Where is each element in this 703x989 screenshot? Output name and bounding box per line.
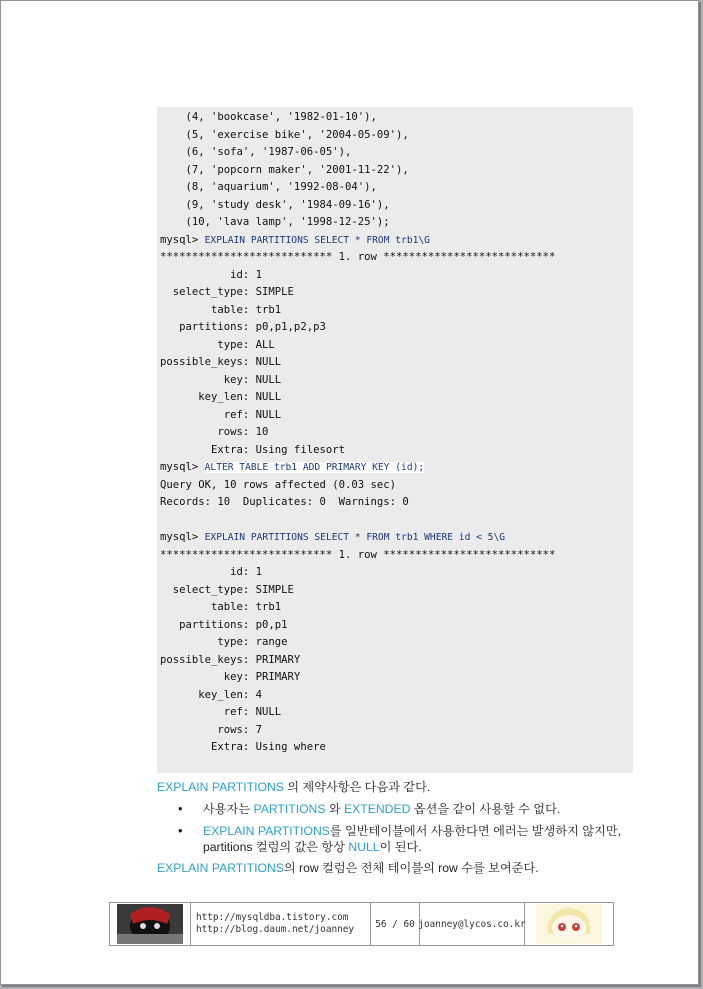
code-command-line [157, 459, 633, 477]
code-output-line: select_type: SIMPLE [160, 583, 294, 596]
blog-links [191, 903, 371, 945]
list-item [157, 823, 657, 855]
sql-command: EXPLAIN PARTITIONS SELECT * FROM trb1 WHERE id < 5\G [204, 532, 506, 543]
code-output-line: rows: 7 [160, 723, 263, 736]
paragraph-constraints [157, 779, 430, 795]
code-output-line: partitions: p0,p1,p2,p3 [160, 321, 326, 333]
mysql-prompt: mysql> [160, 531, 205, 543]
code-output-line: (4, 'bookcase', '1982-01-10'), [160, 111, 377, 123]
code-output-line: key_len: 4 [160, 688, 263, 701]
code-output-line: Query OK, 10 rows affected (0.03 sec) [160, 478, 396, 491]
text: partitions 컬럼의 값은 항상 [203, 840, 349, 854]
author-email[interactable]: joanney@lycos.co.kr [420, 903, 525, 945]
paragraph-row-column [157, 860, 539, 876]
code-output-line: (8, 'aquarium', '1992-08-04'), [160, 181, 377, 193]
page-footer [109, 902, 614, 946]
dark-character-icon [117, 904, 183, 944]
code-output-line: *************************** 1. row *************************** [160, 548, 556, 561]
text: 를 일반테이블에서 사용한다면 에러는 발생하지 않지만, [329, 824, 621, 838]
code-output-line: Extra: Using where [160, 741, 326, 753]
code-output-line: select_type: SIMPLE [160, 286, 294, 298]
paragraph-text: 의 제약사항은 다음과 같다. [283, 780, 431, 794]
blog-link-daum[interactable]: http://blog.daum.net/joanney [196, 924, 355, 935]
mysql-prompt: mysql> [160, 233, 205, 246]
mysql-prompt: mysql> [160, 461, 205, 473]
code-command-line [157, 529, 633, 547]
keyword: PARTITIONS [253, 802, 326, 816]
list-item [157, 801, 657, 817]
code-output-line: key: NULL [160, 373, 282, 386]
keyword: EXTENDED [344, 802, 411, 816]
page-number: 56 / 60 [371, 903, 420, 945]
code-output-line: key_len: NULL [160, 391, 282, 403]
text: 와 [325, 802, 345, 816]
keyword: NULL [348, 840, 380, 854]
bullet-icon: • [178, 801, 183, 816]
sql-command: EXPLAIN PARTITIONS SELECT * FROM trb1\G [204, 234, 430, 246]
bullet-icon: • [178, 823, 183, 838]
code-output-line: table: trb1 [160, 303, 282, 316]
code-output-line: partitions: p0,p1 [160, 618, 288, 631]
code-output-line: type: range [160, 636, 288, 648]
author-avatar-left [110, 903, 191, 945]
code-output-line: key: PRIMARY [160, 671, 301, 683]
blog-link-tistory[interactable]: http://mysqldba.tistory.com [196, 912, 349, 923]
code-output-line: (5, 'exercise bike', '2004-05-09'), [160, 128, 409, 141]
text: 이 된다. [379, 840, 422, 854]
code-output-line: ref: NULL [160, 706, 282, 718]
code-output-line: table: trb1 [160, 601, 282, 613]
sql-command: ALTER TABLE trb1 ADD PRIMARY KEY (id); [204, 462, 425, 473]
keyword: EXPLAIN PARTITIONS [203, 824, 330, 838]
text: 옵션을 같이 사용할 수 없다. [410, 802, 561, 816]
code-output-line: (6, 'sofa', '1987-06-05'), [160, 146, 352, 158]
code-block [157, 107, 633, 773]
code-output-line: id: 1 [160, 268, 263, 281]
text: 사용자는 [203, 802, 254, 816]
code-command-line [157, 232, 633, 250]
cute-character-icon [536, 904, 602, 944]
code-output-line: id: 1 [160, 566, 263, 578]
code-output-line: type: ALL [160, 338, 275, 351]
code-output-line: possible_keys: PRIMARY [160, 653, 301, 666]
keyword: EXPLAIN PARTITIONS [157, 861, 284, 875]
code-output-line: possible_keys: NULL [160, 356, 282, 368]
code-output-line: (9, 'study desk', '1984-09-16'), [160, 198, 390, 211]
keyword: EXPLAIN PARTITIONS [157, 780, 284, 794]
code-output-line: Extra: Using filesort [160, 443, 345, 456]
code-output-line: *************************** 1. row *************************** [160, 251, 556, 263]
code-output-line [157, 512, 633, 530]
code-output-line: (7, 'popcorn maker', '2001-11-22'), [160, 163, 409, 176]
author-avatar-right [525, 903, 613, 945]
code-output-line: ref: NULL [160, 408, 282, 421]
paragraph-text: 의 row 컬럼은 전체 테이블의 row 수를 보여준다. [283, 861, 539, 875]
code-output-line: (10, 'lava lamp', '1998-12-25'); [160, 216, 390, 228]
code-output-line: rows: 10 [160, 426, 269, 438]
bullet-list [157, 801, 657, 855]
code-output-line: Records: 10 Duplicates: 0 Warnings: 0 [160, 496, 409, 508]
